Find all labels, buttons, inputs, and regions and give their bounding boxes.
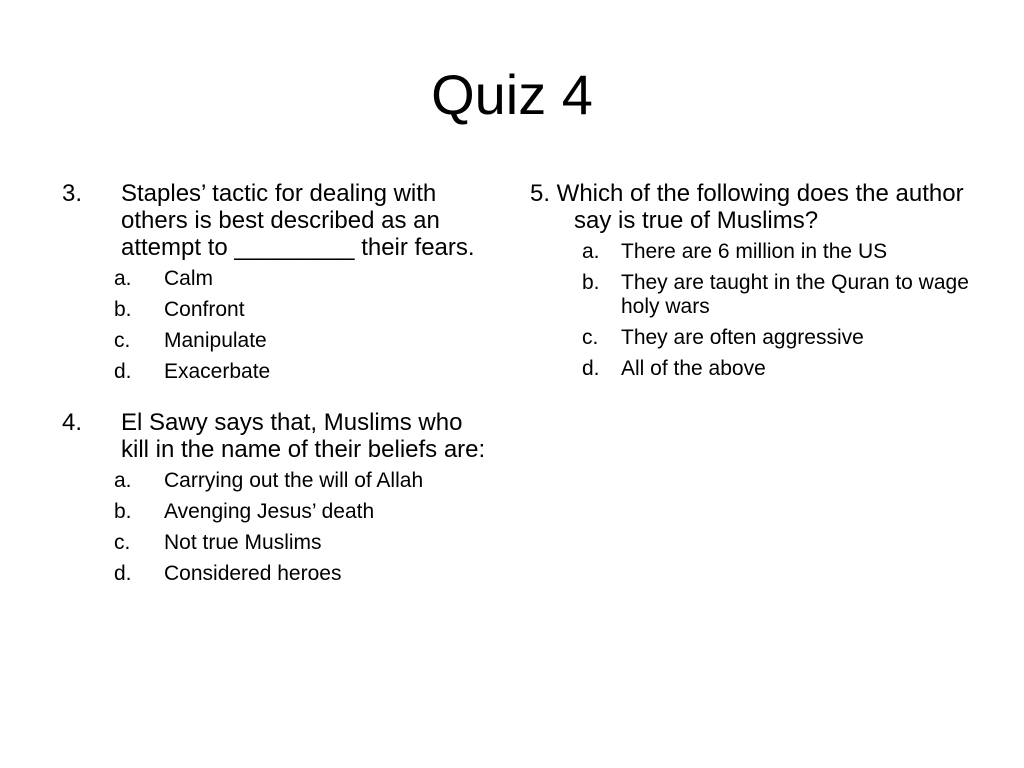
answer-option (62, 267, 492, 291)
answer-option (62, 469, 492, 493)
right-column (530, 180, 970, 388)
answer-letter: c. (114, 329, 131, 352)
answer-letter: a. (114, 469, 132, 492)
question-5 (530, 180, 970, 234)
answer-list (62, 267, 492, 384)
answer-option (530, 326, 970, 350)
question-3-block (62, 180, 492, 384)
question-number: 3. (62, 180, 83, 207)
answer-letter: b. (114, 500, 132, 523)
answer-option (62, 329, 492, 353)
answer-option (530, 271, 970, 319)
answer-list (62, 469, 492, 586)
question-text: El Sawy says that, Muslims who kill in the name of their beliefs are: (121, 409, 486, 463)
answer-text: Not true Muslims (164, 531, 322, 554)
answer-option (62, 531, 492, 555)
answer-text: They are often aggressive (621, 326, 864, 349)
answer-text: All of the above (621, 357, 766, 380)
question-3 (62, 180, 492, 261)
slide-title: Quiz 4 (431, 63, 593, 126)
answer-text: Calm (164, 267, 214, 290)
answer-option (62, 360, 492, 384)
answer-text: Exacerbate (164, 360, 271, 383)
answer-text: Confront (164, 298, 245, 321)
answer-letter: a. (114, 267, 132, 290)
question-text: Staples’ tactic for dealing with others is best described as an attempt to _________ their fears. (121, 180, 475, 261)
answer-letter: a. (582, 240, 600, 263)
answer-letter: b. (114, 298, 132, 321)
answer-option (530, 240, 970, 264)
answer-letter: c. (582, 326, 599, 349)
answer-letter: d. (114, 562, 132, 585)
answer-text: Carrying out the will of Allah (164, 469, 424, 492)
answer-list (530, 240, 970, 381)
answer-letter: d. (114, 360, 132, 383)
answer-option (530, 357, 970, 381)
answer-letter: c. (114, 531, 131, 554)
question-5-block (530, 180, 970, 381)
question-text: 5. Which of the following does the author say is true of Muslims? (530, 180, 964, 234)
answer-text: There are 6 million in the US (621, 240, 888, 263)
answer-letter: d. (582, 357, 600, 380)
answer-option (62, 500, 492, 524)
answer-text: Considered heroes (164, 562, 342, 585)
question-number: 4. (62, 409, 83, 436)
question-4-block (62, 409, 492, 586)
answer-letter: b. (582, 271, 600, 294)
left-column (62, 180, 492, 593)
answer-text: Avenging Jesus’ death (164, 500, 375, 523)
answer-text: Manipulate (164, 329, 267, 352)
answer-option (62, 298, 492, 322)
question-4 (62, 409, 492, 463)
answer-option (62, 562, 492, 586)
answer-text: They are taught in the Quran to wage holy wars (621, 271, 969, 318)
